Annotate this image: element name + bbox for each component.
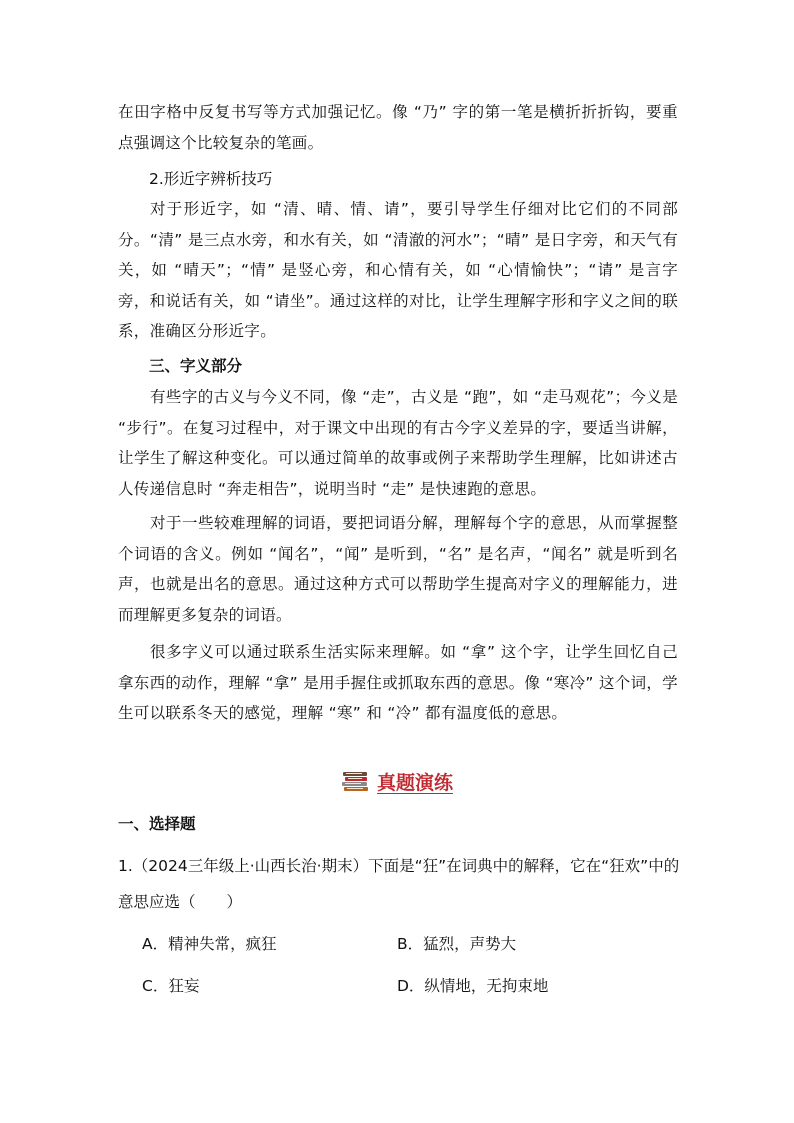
- paragraph-similar-characters: 对于形近字，如 “清、晴、情、请”，要引导学生仔细对比它们的不同部分。“清” 是三点水旁，和水有关，如 “清澈的河水”；“晴” 是日字旁，和天气有关，如 “晴天”；“情” 是竖心旁，和心情有关，如 “心情愉快”；“请” 是言字旁，和说话有关，如 “请坐”。通过这样的对比，让学生理解字形和字义之间的联系，准确区分形近字。: [118, 200, 678, 340]
- subheading-similar-characters: 2.形近字辨析技巧: [149, 170, 273, 188]
- option-c[interactable]: C．狂妄: [142, 977, 200, 995]
- option-d[interactable]: D．纵情地，无拘束地: [397, 977, 549, 995]
- paragraph-ancient-meaning: 有些字的古义与今义不同，像 “走”，古义是 “跑”，如 “走马观花”；今义是 “步行”。在复习过程中，对于课文中出现的有古今字义差异的字，要适当讲解，让学生了解这种变化。可以通过简单的故事或例子来帮助学生理解，比如讲述古人传递信息时 “奔走相告”，说明当时 “走” 是快速跑的意思。: [118, 388, 678, 498]
- paragraph-life-connection: 很多字义可以通过联系生活实际来理解。如 “拿” 这个字，让学生回忆自己拿东西的动作，理解 “拿” 是用手握住或抓取东西的意思。像 “寒冷” 这个词，学生可以联系冬天的感觉，理解 “寒” 和 “冷” 都有温度低的意思。: [118, 643, 678, 722]
- option-b[interactable]: B．猛烈，声势大: [397, 935, 517, 953]
- practice-title: 真题演练: [376, 772, 453, 794]
- paragraph-stroke-emphasis: 在田字格中反复书写等方式加强记忆。像 “乃” 字的第一笔是横折折折钩，要重点强调这个比较复杂的笔画。: [118, 103, 678, 152]
- paragraph-word-decomposition: 对于一些较难理解的词语，要把词语分解，理解每个字的意思，从而掌握整个词语的含义。例如 “闻名”，“闻” 是听到，“名” 是名声，“闻名” 就是听到名声，也就是出名的意思。通过这种方式可以帮助学生提高对字义的理解能力，进而理解更多复杂的词语。: [118, 514, 678, 624]
- question-stem: 1.（2024三年级上·山西长治·期末）下面是“狂”在词典中的解释，它在“狂欢”中的意思应选（ ）: [118, 857, 680, 911]
- option-a[interactable]: A．精神失常，疯狂: [142, 935, 277, 953]
- books-icon: [341, 770, 371, 794]
- practice-header: [0, 768, 794, 795]
- section-heading-choice: 一、选择题: [118, 815, 196, 833]
- section-heading-meaning: 三、字义部分: [149, 357, 243, 375]
